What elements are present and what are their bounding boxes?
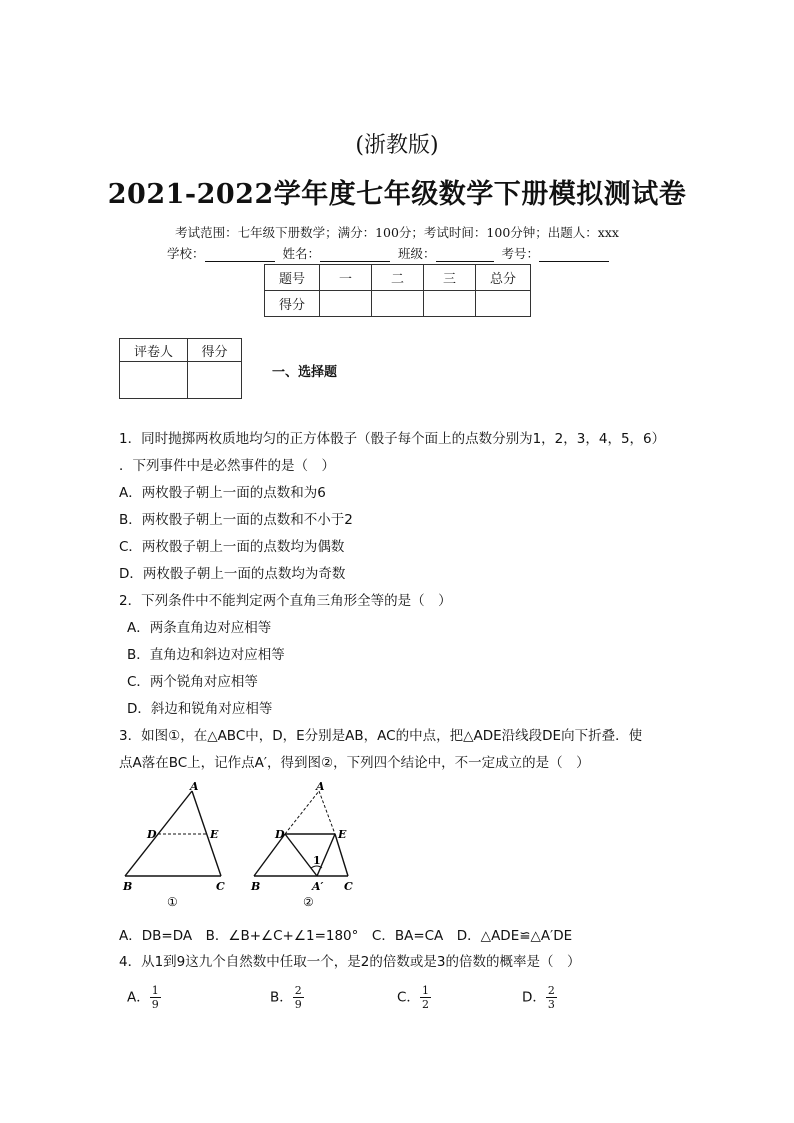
score-header-question: 题号	[265, 265, 320, 291]
fig2-label-a-prime: A′	[312, 880, 324, 893]
q4-option-d-fraction	[546, 984, 557, 1011]
school-blank[interactable]	[205, 248, 275, 262]
q1-option-b: B．两枚骰子朝上一面的点数和不小于2	[119, 512, 353, 528]
numerator: 1	[151, 984, 159, 997]
q1-stem-line2: ．下列事件中是必然事件的是（ ）	[119, 458, 335, 474]
denominator: 9	[294, 998, 302, 1011]
q2-stem: 2．下列条件中不能判定两个直角三角形全等的是（ ）	[119, 593, 452, 609]
denominator: 9	[151, 998, 159, 1011]
q4-option-a	[127, 984, 161, 1011]
q4-stem: 4．从1到9这九个自然数中任取一个，是2的倍数或是3的倍数的概率是（ ）	[119, 954, 581, 970]
grader-score-header: 得分	[188, 339, 242, 362]
fig2-angle-label: 1	[313, 854, 321, 867]
q3-options: A．DB=DA B．∠B+∠C+∠1=180° C．BA=CA D．△ADE≌△A′DE	[119, 928, 573, 944]
score-header-part3: 三	[424, 265, 476, 291]
q4-option-c-fraction	[420, 984, 431, 1011]
grader-table	[119, 338, 242, 399]
q4-option-c-label: C．	[397, 989, 420, 1006]
fig2-label-c: C	[344, 880, 353, 893]
q4-option-b	[270, 984, 304, 1011]
q4-option-b-label: B．	[270, 989, 293, 1006]
score-cell[interactable]	[476, 291, 531, 317]
score-header-part1: 一	[320, 265, 372, 291]
number-blank[interactable]	[539, 248, 609, 262]
denominator: 3	[547, 998, 555, 1011]
q4-option-d	[522, 984, 557, 1011]
fig2-label-a: A	[316, 780, 325, 793]
q1-option-d: D．两枚骰子朝上一面的点数均为奇数	[119, 566, 346, 582]
page-title: 2021-2022学年度七年级数学下册模拟测试卷	[107, 179, 687, 210]
fig1-label-e: E	[210, 828, 219, 841]
figure-1-triangle	[122, 780, 225, 909]
q1-stem-line1: 1．同时抛掷两枚质地均匀的正方体骰子（骰子每个面上的点数分别为1，2，3，4，5，6）	[119, 431, 666, 447]
numerator: 1	[421, 984, 429, 997]
student-info-fields	[167, 244, 609, 262]
number-label: 考号：	[501, 246, 540, 261]
fig1-label-c: C	[216, 880, 225, 893]
score-cell[interactable]	[424, 291, 476, 317]
exam-edition: (浙教版)	[355, 133, 439, 158]
fig2-label-e: E	[338, 828, 347, 841]
section-title: 一、选择题	[272, 365, 338, 380]
score-row-label: 得分	[265, 291, 320, 317]
q2-option-a: A．两条直角边对应相等	[127, 620, 272, 636]
exam-info: 考试范围：七年级下册数学；满分：100分；考试时间：100分钟；出题人：xxx	[175, 225, 619, 240]
grader-score-cell[interactable]	[188, 362, 242, 399]
numerator: 2	[294, 984, 302, 997]
q4-option-a-fraction	[150, 984, 161, 1011]
q1-option-a: A．两枚骰子朝上一面的点数和为6	[119, 485, 326, 501]
score-table	[264, 264, 531, 317]
grader-header: 评卷人	[120, 339, 188, 362]
name-blank[interactable]	[320, 248, 390, 262]
name-label: 姓名：	[282, 246, 321, 261]
fig1-label-b: B	[123, 880, 133, 893]
q2-option-b: B．直角边和斜边对应相等	[127, 647, 285, 663]
score-header-total: 总分	[476, 265, 531, 291]
numerator: 2	[547, 984, 555, 997]
grader-cell[interactable]	[120, 362, 188, 399]
school-label: 学校：	[167, 246, 205, 261]
score-header-part2: 二	[372, 265, 424, 291]
q4-option-c	[397, 984, 431, 1011]
class-label: 班级：	[398, 246, 436, 261]
q4-option-a-label: A．	[127, 989, 150, 1006]
q4-option-b-fraction	[293, 984, 304, 1011]
q3-stem-line1: 3．如图①，在△ABC中，D，E分别是AB，AC的中点，把△ADE沿线段DE向下折叠．使	[119, 728, 643, 744]
fig2-label-d: D	[275, 828, 285, 841]
fig1-label-a: A	[190, 780, 199, 793]
fig2-label-b: B	[251, 880, 261, 893]
score-cell[interactable]	[372, 291, 424, 317]
class-blank[interactable]	[436, 248, 494, 262]
score-cell[interactable]	[320, 291, 372, 317]
denominator: 2	[421, 998, 429, 1011]
fig1-caption: ①	[167, 895, 178, 909]
q2-option-d: D．斜边和锐角对应相等	[127, 701, 273, 717]
fig2-caption: ②	[303, 895, 314, 909]
q2-option-c: C．两个锐角对应相等	[127, 674, 258, 690]
figure-2-folded-triangle	[250, 780, 353, 909]
fig1-label-d: D	[147, 828, 157, 841]
q3-figure	[115, 780, 375, 910]
q3-stem-line2: 点A落在BC上，记作点A′，得到图②，下列四个结论中，不一定成立的是（ ）	[119, 755, 590, 771]
q4-option-d-label: D．	[522, 989, 546, 1006]
q1-option-c: C．两枚骰子朝上一面的点数均为偶数	[119, 539, 345, 555]
